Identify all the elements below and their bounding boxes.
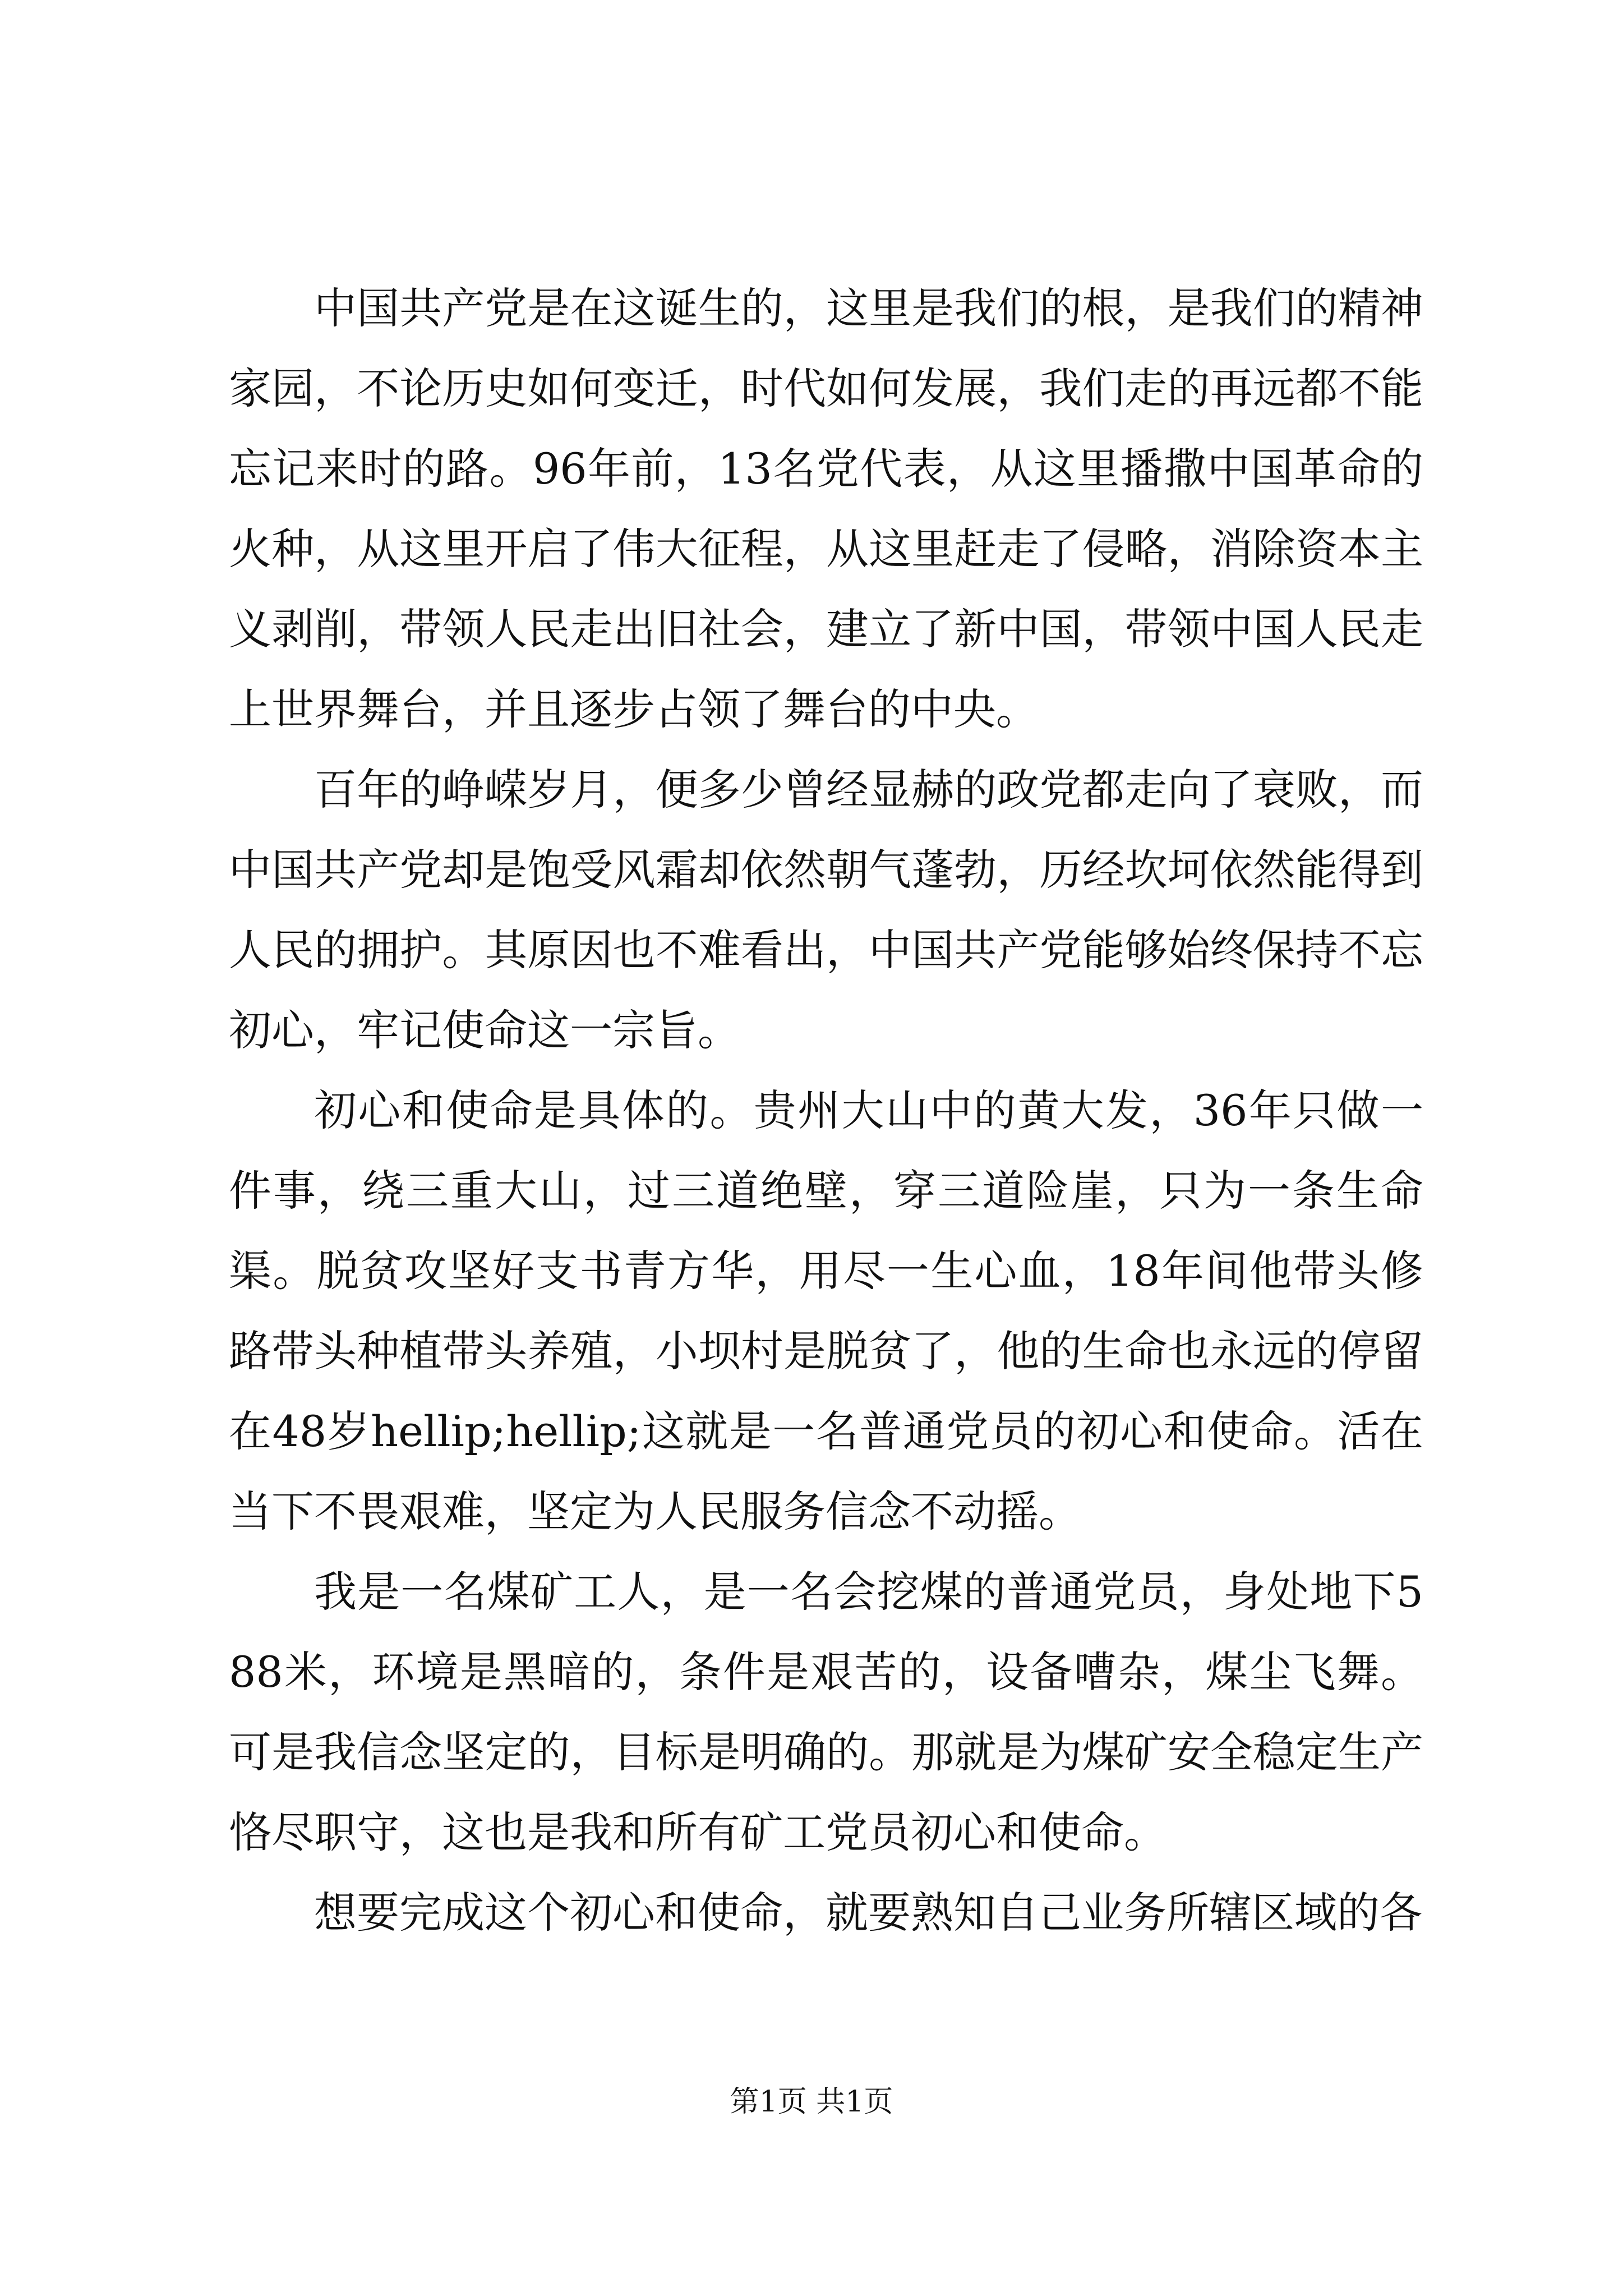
page-footer: 第1页 共1页	[730, 2085, 893, 2119]
paragraph-2: 百年的峥嵘岁月，便多少曾经显赫的政党都走向了衰败，而中国共产党却是饱受风霜却依然朝气蓬勃，历经坎坷依然能得到人民的拥护。其原因也不难看出，中国共产党能够始终保持不忘初心，牢记使命这一宗旨。	[229, 765, 1423, 1055]
paragraph-1: 中国共产党是在这诞生的，这里是我们的根，是我们的精神家园，不论历史如何变迁，时代如何发展，我们走的再远都不能忘记来时的路。96年前，13名党代表，从这里播撒中国革命的火种，从这里开启了伟大征程，从这里赶走了侵略，消除资本主义剥削，带领人民走出旧社会，建立了新中国，带领中国人民走上世界舞台，并且逐步占领了舞台的中央。	[229, 283, 1423, 734]
paragraph-5: 想要完成这个初心和使命，就要熟知自己业务所辖区域的各	[314, 1888, 1422, 1938]
document-body	[229, 268, 1423, 1953]
paragraph-3: 初心和使命是具体的。贵州大山中的黄大发，36年只做一件事，绕三重大山，过三道绝壁，穿三道险崖，只为一条生命渠。脱贫攻坚好支书青方华，用尽一生心血，18年间他带头修路带头种植带头养殖，小坝村是脱贫了，他的生命也永远的停留在48岁hellip;hellip;这就是一名普通党员的初心和使命。活在当下不畏艰难，坚定为人民服务信念不动摇。	[229, 1085, 1423, 1536]
paragraph-4: 我是一名煤矿工人，是一名会挖煤的普通党员，身处地下588米，环境是黑暗的，条件是艰苦的，设备嘈杂，煤尘飞舞。可是我信念坚定的，目标是明确的。那就是为煤矿安全稳定生产恪尽职守，这也是我和所有矿工党员初心和使命。	[229, 1567, 1423, 1857]
